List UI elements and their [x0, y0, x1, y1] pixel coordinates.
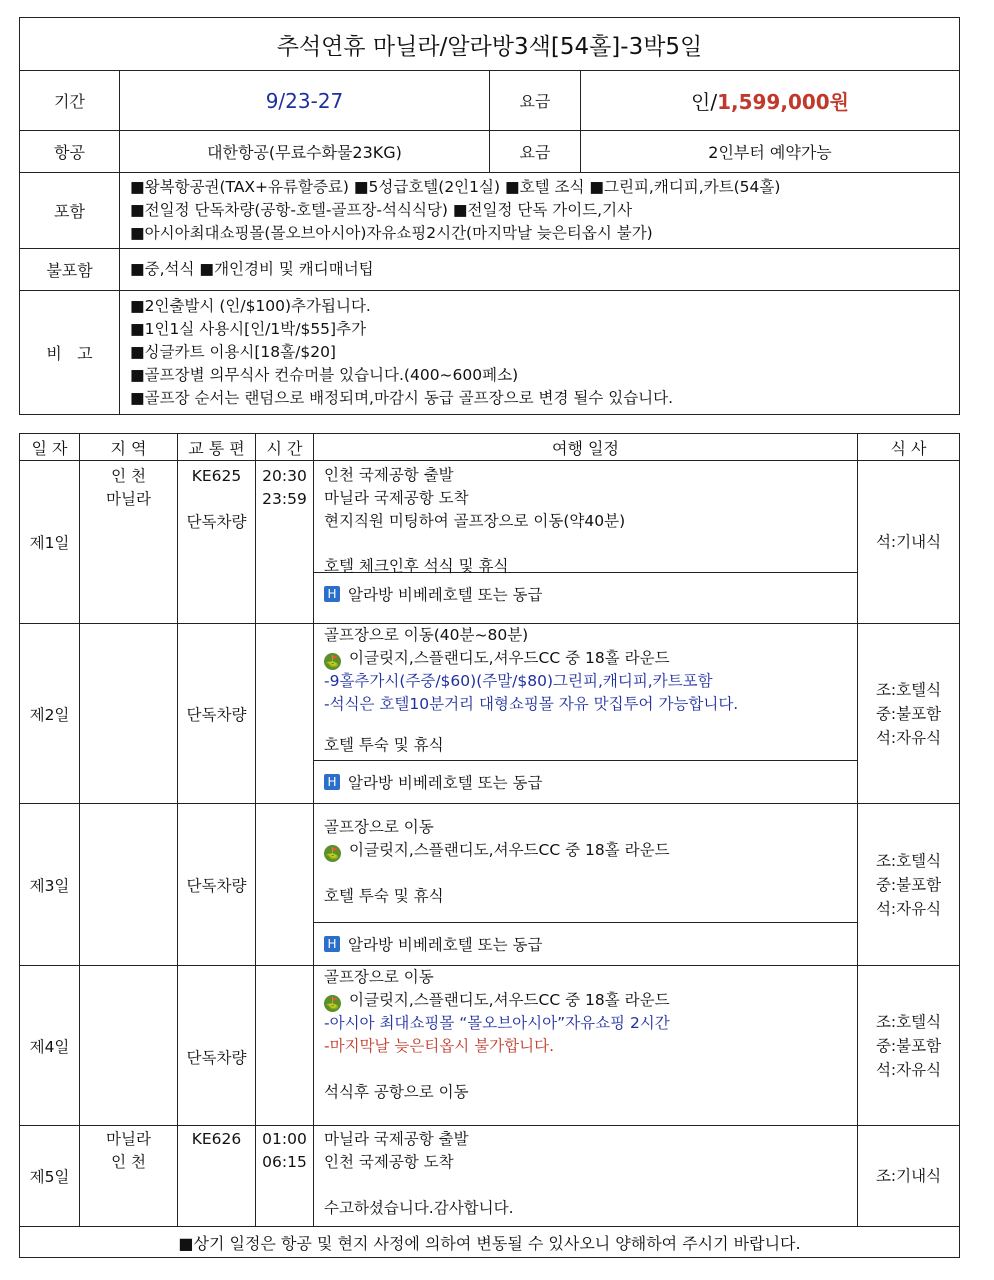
meal: 석:자유식 — [875, 1060, 942, 1079]
note-line: ■1인1실 사용시[인/1박/$55]추가 — [130, 320, 367, 338]
itinerary-line: 인천 국제공항 도착 — [324, 1153, 454, 1171]
note-list — [120, 291, 960, 415]
itinerary-line: 호텔 체크인후 석식 및 휴식 — [324, 557, 509, 575]
include-label: 포함 — [20, 173, 120, 249]
transport: 단독차량 — [186, 705, 247, 724]
day-row — [20, 804, 960, 966]
golf-line — [324, 647, 857, 670]
meal: 석:자유식 — [875, 899, 942, 918]
day-label: 제5일 — [20, 1126, 80, 1227]
itinerary-line: 호텔 투숙 및 휴식 — [324, 736, 444, 754]
hotel-icon: H — [324, 586, 340, 602]
day-row — [20, 966, 960, 1126]
itinerary-cell — [314, 624, 858, 804]
transport-cell — [178, 1126, 256, 1227]
itinerary-line: 호텔 투숙 및 휴식 — [324, 887, 444, 905]
header-itinerary: 여행 일정 — [314, 434, 858, 461]
hotel-text: 알라방 비베레호텔 또는 동급 — [348, 936, 543, 954]
time-cell — [256, 461, 314, 624]
hotel-row — [314, 760, 857, 803]
itinerary-warning: -마지막날 늦은티옵시 불가합니다. — [324, 1037, 554, 1055]
note-line: ■골프장 순서는 랜덤으로 배정되며,마감시 동급 골프장으로 변경 될수 있습니다. — [130, 389, 674, 407]
itinerary-note: -9홀추가시(주중/$60)(주말/$80)그린피,캐디피,카트포함 — [324, 672, 713, 690]
itinerary-note: -아시아 최대쇼핑몰 “몰오브아시아”자유쇼핑 2시간 — [324, 1014, 670, 1032]
exclude-value: ■중,석식 ■개인경비 및 캐디매너팁 — [120, 249, 960, 291]
time-cell — [256, 804, 314, 966]
include-line: ■아시아최대쇼핑몰(몰오브아시아)자유쇼핑2시간(마지막날 늦은티옵시 불가) — [130, 224, 653, 242]
airline-label: 항공 — [20, 131, 120, 173]
hotel-icon: H — [324, 936, 340, 952]
meal: 중:불포함 — [875, 875, 942, 894]
period-label: 기간 — [20, 71, 120, 131]
transport: 단독차량 — [186, 876, 247, 895]
itinerary-note: -석식은 호텔10분거리 대형쇼핑몰 자유 맛집투어 가능합니다. — [324, 695, 739, 713]
note-line: ■골프장별 의무식사 컨슈머블 있습니다.(400~600페소) — [130, 366, 519, 384]
transport-cell — [178, 461, 256, 624]
meal: 조:호텔식 — [875, 1012, 942, 1031]
header-date: 일 자 — [20, 434, 80, 461]
note-line: ■싱글카트 이용시[18홀/$20] — [130, 343, 336, 361]
tour-info-table — [19, 17, 960, 415]
region-cell — [80, 1126, 178, 1227]
note-label: 비 고 — [20, 291, 120, 415]
meal: 조:호텔식 — [875, 680, 942, 699]
day-label: 제4일 — [20, 966, 80, 1126]
itinerary-line: 수고하셨습니다.감사합니다. — [324, 1199, 514, 1217]
region: 마닐라 — [106, 490, 151, 508]
region-cell — [80, 966, 178, 1126]
meal-cell — [858, 804, 960, 966]
time-cell — [256, 624, 314, 804]
itinerary-line: 현지직원 미팅하여 골프장으로 이동(약40분) — [324, 512, 626, 530]
transport: 단독차량 — [186, 1048, 247, 1067]
meal: 석:자유식 — [875, 728, 942, 747]
hotel-icon: H — [324, 774, 340, 790]
header-time: 시 간 — [256, 434, 314, 461]
itinerary-line: 골프장으로 이동 — [324, 818, 434, 836]
golf-icon: ⛳ — [325, 997, 340, 1010]
day-row — [20, 624, 960, 804]
transport-cell — [178, 966, 256, 1126]
time-cell — [256, 966, 314, 1126]
golf-round: 이글릿지,스플랜디도,셔우드CC 중 18홀 라운드 — [349, 841, 670, 859]
golf-line — [324, 839, 857, 862]
itinerary-cell — [314, 804, 858, 966]
header-meal: 식 사 — [858, 434, 960, 461]
golf-line — [324, 989, 857, 1012]
region-cell — [80, 461, 178, 624]
tour-title: 추석연휴 마닐라/알라방3색[54홀]-3박5일 — [20, 18, 960, 71]
meal-cell — [858, 624, 960, 804]
day-label: 제3일 — [20, 804, 80, 966]
flight-number: KE625 — [191, 467, 242, 485]
hotel-text: 알라방 비베레호텔 또는 동급 — [348, 586, 543, 604]
itinerary-line: 마닐라 국제공항 출발 — [324, 1130, 469, 1148]
transport-cell — [178, 624, 256, 804]
golf-round: 이글릿지,스플랜디도,셔우드CC 중 18홀 라운드 — [349, 649, 670, 667]
meal: 중:불포함 — [875, 704, 942, 723]
meal-cell — [858, 966, 960, 1126]
airline-value: 대한항공(무료수화물23KG) — [120, 131, 490, 173]
itinerary-cell — [314, 461, 858, 624]
region: 마닐라 — [106, 1130, 151, 1148]
time: 01:00 — [262, 1130, 307, 1148]
itinerary-line: 골프장으로 이동(40분~80분) — [324, 626, 529, 644]
itinerary-cell — [314, 966, 858, 1126]
header-transport: 교 통 편 — [178, 434, 256, 461]
fee-label-2: 요금 — [490, 131, 581, 173]
golf-round: 이글릿지,스플랜디도,셔우드CC 중 18홀 라운드 — [349, 991, 670, 1009]
itinerary-cell — [314, 1126, 858, 1227]
transport: 단독차량 — [186, 513, 247, 531]
region: 인 천 — [111, 467, 146, 485]
meal: 중:불포함 — [875, 1036, 942, 1055]
time: 06:15 — [262, 1153, 307, 1171]
day-row — [20, 1126, 960, 1227]
itinerary-line: 석식후 공항으로 이동 — [324, 1083, 469, 1101]
fee-label: 요금 — [490, 71, 581, 131]
itinerary-line: 인천 국제공항 출발 — [324, 466, 454, 484]
fee-prefix: 인/ — [691, 90, 718, 114]
period-value: 9/23-27 — [120, 71, 490, 131]
hotel-row — [314, 572, 857, 615]
time: 20:30 — [262, 467, 307, 485]
day-row — [20, 461, 960, 624]
day-label: 제2일 — [20, 624, 80, 804]
meal-cell — [858, 1126, 960, 1227]
fee-cell — [581, 71, 960, 131]
region: 인 천 — [111, 1153, 146, 1171]
meal: 조:호텔식 — [875, 851, 942, 870]
region-cell — [80, 624, 178, 804]
schedule-table — [19, 433, 960, 1258]
meal-cell — [858, 461, 960, 624]
footer-note: ■상기 일정은 항공 및 현지 사정에 의하여 변동될 수 있사오니 양해하여 주시기 바랍니다. — [20, 1227, 960, 1258]
flight-number: KE626 — [191, 1130, 242, 1148]
meal: 석:기내식 — [875, 533, 942, 551]
include-line: ■왕복항공권(TAX+유류할증료) ■5성급호텔(2인1실) ■호텔 조식 ■그린피,캐디피,카트(54홀) — [130, 178, 781, 196]
meal: 조:기내식 — [875, 1167, 942, 1185]
transport-cell — [178, 804, 256, 966]
include-list — [120, 173, 960, 249]
hotel-text: 알라방 비베레호텔 또는 동급 — [348, 774, 543, 792]
fee-value: 1,599,000원 — [717, 90, 850, 114]
itinerary-line: 골프장으로 이동 — [324, 968, 434, 986]
region-cell — [80, 804, 178, 966]
hotel-row — [314, 922, 857, 965]
include-line: ■전일정 단독차량(공항-호텔-골프장-석식식당) ■전일정 단독 가이드,기사 — [130, 201, 633, 219]
itinerary-line: 마닐라 국제공항 도착 — [324, 489, 469, 507]
day-label: 제1일 — [20, 461, 80, 624]
note-line: ■2인출발시 (인/$100)추가됩니다. — [130, 297, 371, 315]
exclude-label: 불포함 — [20, 249, 120, 291]
time: 23:59 — [262, 490, 307, 508]
fee-note: 2인부터 예약가능 — [581, 131, 960, 173]
golf-icon: ⛳ — [325, 655, 340, 668]
header-region: 지 역 — [80, 434, 178, 461]
golf-icon: ⛳ — [325, 847, 340, 860]
time-cell — [256, 1126, 314, 1227]
